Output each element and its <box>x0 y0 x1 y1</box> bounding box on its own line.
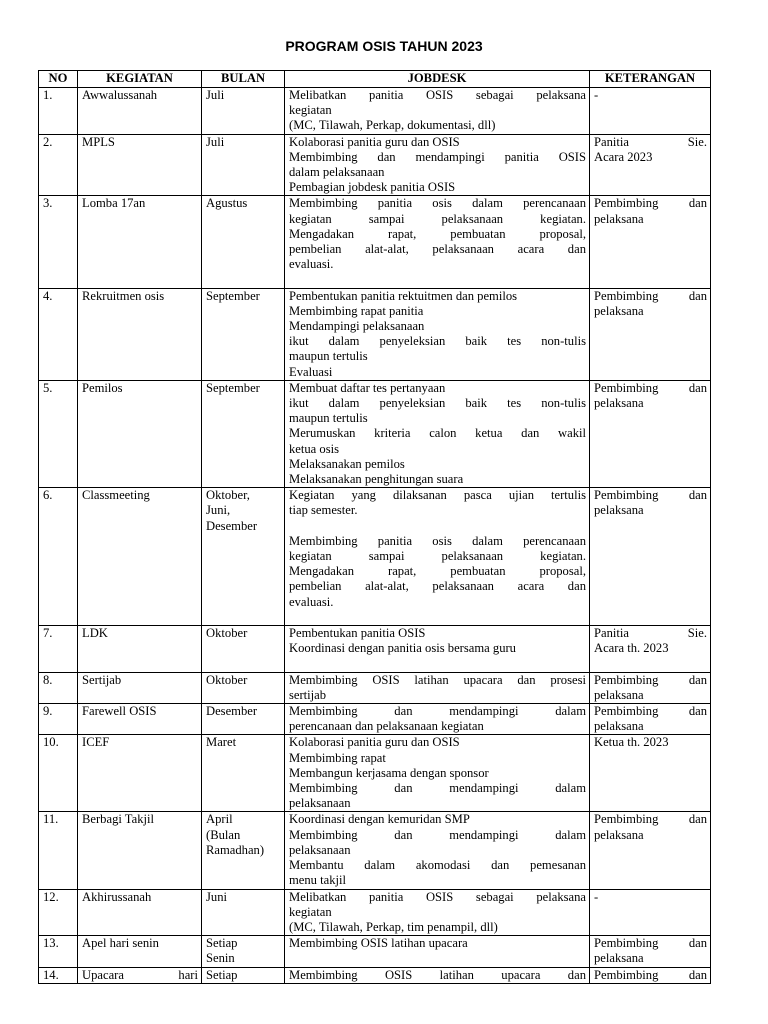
jobdesk-line: Koordinasi dengan kemuridan SMP <box>289 812 470 827</box>
keterangan-line: pelaksana <box>594 951 644 966</box>
jobdesk-line: Membantu dalam akomodasi dan pemesanan <box>289 858 586 873</box>
cell-keterangan <box>590 889 711 936</box>
jobdesk-line: kegiatan <box>289 103 332 118</box>
table-row <box>39 380 711 487</box>
cell-kegiatan <box>78 288 202 380</box>
jobdesk-line: dalam pelaksanaan <box>289 165 385 180</box>
bulan-line: Oktober, <box>206 488 250 503</box>
cell-jobdesk <box>285 704 590 735</box>
bulan-line: Desember <box>206 704 258 719</box>
cell-keterangan <box>590 196 711 288</box>
jobdesk-line: ikut dalam penyeleksian baik tes non-tulis <box>289 396 586 411</box>
table-row <box>39 704 711 735</box>
jobdesk-line: Membuat daftar tes pertanyaan <box>289 380 446 395</box>
jobdesk-line: ketua osis <box>289 441 340 456</box>
jobdesk-line: pembelian alat-alat, pelaksanaan acara dan <box>289 242 586 257</box>
table-row <box>39 672 711 703</box>
table-row <box>39 735 711 812</box>
jobdesk-line: tiap semester. <box>289 503 358 518</box>
bulan-line: Oktober <box>206 626 248 641</box>
bulan-line: Setiap <box>206 936 238 951</box>
header-jobdesk: JOBDESK <box>285 71 590 88</box>
jobdesk-line: (MC, Tilawah, Perkap, tim penampil, dll) <box>289 919 498 934</box>
jobdesk-line: Mendampingi pelaksanaan <box>289 319 425 334</box>
kegiatan-line: Apel hari senin <box>82 936 159 951</box>
cell-bulan <box>202 672 285 703</box>
cell-bulan <box>202 626 285 673</box>
jobdesk-line: Melibatkan panitia OSIS sebagai pelaksana <box>289 88 586 102</box>
cell-keterangan <box>590 967 711 983</box>
bulan-line: Agustus <box>206 196 248 211</box>
jobdesk-line: Membimbing panitia osis dalam perencanaan <box>289 196 586 211</box>
cell-bulan <box>202 288 285 380</box>
jobdesk-line: evaluasi. <box>289 594 334 609</box>
header-kegiatan: KEGIATAN <box>78 71 202 88</box>
cell-bulan <box>202 936 285 967</box>
jobdesk-line: Koordinasi dengan panitia osis bersama guru <box>289 641 516 656</box>
jobdesk-line: pelaksanaan <box>289 796 351 811</box>
jobdesk-line: Membimbing dan mendampingi panitia OSIS <box>289 149 586 164</box>
cell-jobdesk <box>285 967 590 983</box>
jobdesk-line: Membimbing dan mendampingi dalam <box>289 827 586 842</box>
bulan-line: Ramadhan) <box>206 842 265 857</box>
cell-keterangan <box>590 735 711 812</box>
cell-bulan <box>202 88 285 135</box>
kegiatan-line: LDK <box>82 626 108 641</box>
jobdesk-line: Membimbing panitia osis dalam perencanaan <box>289 533 586 548</box>
kegiatan-line: ICEF <box>82 735 110 750</box>
jobdesk-line: (MC, Tilawah, Perkap, dokumentasi, dll) <box>289 118 496 133</box>
jobdesk-line: Melaksanakan pemilos <box>289 456 405 471</box>
cell-keterangan <box>590 626 711 673</box>
keterangan-line: Pembimbing dan <box>594 672 707 687</box>
kegiatan-line: Pemilos <box>82 380 123 395</box>
cell-kegiatan <box>78 967 202 983</box>
keterangan-line: Acara 2023 <box>594 149 653 164</box>
cell-kegiatan <box>78 380 202 487</box>
jobdesk-line: menu takjil <box>289 873 347 888</box>
cell-jobdesk <box>285 889 590 936</box>
cell-jobdesk <box>285 488 590 626</box>
jobdesk-line: Membangun kerjasama dengan sponsor <box>289 765 489 780</box>
jobdesk-line: Pembentukan panitia OSIS <box>289 626 426 641</box>
table-row <box>39 196 711 288</box>
cell-keterangan <box>590 288 711 380</box>
cell-keterangan <box>590 134 711 196</box>
jobdesk-line: Mengadakan rapat, pembuatan proposal, <box>289 226 586 241</box>
bulan-line: April <box>206 812 233 827</box>
keterangan-line: Pembimbing dan <box>594 288 707 303</box>
bulan-line: September <box>206 380 260 395</box>
cell-keterangan <box>590 88 711 135</box>
cell-jobdesk <box>285 812 590 889</box>
jobdesk-line: kegiatan <box>289 904 332 919</box>
keterangan-line: Pembimbing dan <box>594 380 707 395</box>
jobdesk-line: maupun tertulis <box>289 411 368 426</box>
keterangan-line: Pembimbing dan <box>594 488 707 503</box>
cell-bulan <box>202 967 285 983</box>
header-keterangan: KETERANGAN <box>590 71 711 88</box>
jobdesk-line: Mengadakan rapat, pembuatan proposal, <box>289 564 586 579</box>
cell-bulan <box>202 196 285 288</box>
cell-jobdesk <box>285 134 590 196</box>
jobdesk-line: Membimbing OSIS latihan upacara dan <box>289 967 586 982</box>
cell-kegiatan <box>78 196 202 288</box>
bulan-line: Desember <box>206 518 258 533</box>
cell-jobdesk <box>285 88 590 135</box>
jobdesk-line: pembelian alat-alat, pelaksanaan acara dan <box>289 579 586 594</box>
jobdesk-line <box>289 656 586 671</box>
cell-kegiatan <box>78 812 202 889</box>
keterangan-line: Pembimbing dan <box>594 936 707 951</box>
jobdesk-line <box>289 519 586 534</box>
jobdesk-line: Melibatkan panitia OSIS sebagai pelaksana <box>289 889 586 904</box>
keterangan-line: Acara th. 2023 <box>594 641 669 656</box>
jobdesk-line: Membimbing dan mendampingi dalam <box>289 704 586 719</box>
jobdesk-line: sertijab <box>289 687 327 702</box>
keterangan-line: pelaksana <box>594 211 644 226</box>
keterangan-line: - <box>594 889 599 904</box>
table-row <box>39 889 711 936</box>
jobdesk-line: kegiatan sampai pelaksanaan kegiatan. <box>289 211 586 226</box>
cell-keterangan <box>590 672 711 703</box>
cell-no: 12. <box>39 889 78 936</box>
keterangan-line: Pembimbing dan <box>594 967 707 982</box>
jobdesk-line: maupun tertulis <box>289 349 368 364</box>
cell-no: 6. <box>39 488 78 626</box>
keterangan-line: pelaksana <box>594 303 644 318</box>
jobdesk-line: Pembentukan panitia rektuitmen dan pemilos <box>289 288 518 303</box>
cell-no: 2. <box>39 134 78 196</box>
table-row <box>39 88 711 135</box>
jobdesk-line: perencanaan dan pelaksanaan kegiatan <box>289 719 484 734</box>
cell-bulan <box>202 488 285 626</box>
cell-kegiatan <box>78 88 202 135</box>
cell-kegiatan <box>78 735 202 812</box>
cell-bulan <box>202 889 285 936</box>
cell-jobdesk <box>285 936 590 967</box>
keterangan-line: pelaksana <box>594 719 644 734</box>
table-row <box>39 288 711 380</box>
cell-no: 13. <box>39 936 78 967</box>
cell-no: 7. <box>39 626 78 673</box>
cell-no: 14. <box>39 967 78 983</box>
jobdesk-line: Merumuskan kriteria calon ketua dan wakil <box>289 426 586 441</box>
cell-jobdesk <box>285 672 590 703</box>
keterangan-line: Panitia Sie. <box>594 626 707 641</box>
kegiatan-line: Lomba 17an <box>82 196 146 211</box>
bulan-line: (Bulan <box>206 827 241 842</box>
keterangan-line: Pembimbing dan <box>594 812 707 827</box>
cell-no: 4. <box>39 288 78 380</box>
bulan-line: Juni, <box>206 503 231 518</box>
cell-kegiatan <box>78 704 202 735</box>
cell-kegiatan <box>78 672 202 703</box>
table-row <box>39 936 711 967</box>
cell-no: 9. <box>39 704 78 735</box>
keterangan-line: pelaksana <box>594 827 644 842</box>
kegiatan-line: Classmeeting <box>82 488 150 503</box>
kegiatan-line: MPLS <box>82 134 115 149</box>
kegiatan-line: Akhirussanah <box>82 889 152 904</box>
table-row <box>39 626 711 673</box>
jobdesk-line: Membimbing rapat <box>289 750 386 765</box>
jobdesk-line: Membimbing OSIS latihan upacara <box>289 936 468 951</box>
cell-kegiatan <box>78 134 202 196</box>
jobdesk-line: Membimbing rapat panitia <box>289 303 424 318</box>
jobdesk-line <box>289 272 586 287</box>
cell-kegiatan <box>78 488 202 626</box>
cell-bulan <box>202 812 285 889</box>
jobdesk-line: Kolaborasi panitia guru dan OSIS <box>289 134 460 149</box>
cell-bulan <box>202 134 285 196</box>
keterangan-line: Ketua th. 2023 <box>594 735 669 750</box>
kegiatan-line: Farewell OSIS <box>82 704 157 719</box>
page-title: PROGRAM OSIS TAHUN 2023 <box>285 38 483 54</box>
jobdesk-line: Membimbing OSIS latihan upacara dan prosesi <box>289 672 586 687</box>
jobdesk-line: Melaksanakan penghitungan suara <box>289 472 464 487</box>
cell-kegiatan <box>78 936 202 967</box>
cell-jobdesk <box>285 196 590 288</box>
cell-no: 11. <box>39 812 78 889</box>
jobdesk-line: Pembagian jobdesk panitia OSIS <box>289 180 456 195</box>
jobdesk-line: kegiatan sampai pelaksanaan kegiatan. <box>289 549 586 564</box>
cell-jobdesk <box>285 380 590 487</box>
jobdesk-line: Kegiatan yang dilaksanan pasca ujian tertulis <box>289 488 586 503</box>
kegiatan-line: Awwalussanah <box>82 88 158 102</box>
cell-no: 1. <box>39 88 78 135</box>
keterangan-line: pelaksana <box>594 396 644 411</box>
bulan-line: Senin <box>206 951 235 966</box>
cell-jobdesk <box>285 626 590 673</box>
keterangan-line: Panitia Sie. <box>594 134 707 149</box>
cell-no: 3. <box>39 196 78 288</box>
cell-bulan <box>202 735 285 812</box>
cell-no: 8. <box>39 672 78 703</box>
bulan-line: Juni <box>206 889 227 904</box>
cell-bulan <box>202 380 285 487</box>
kegiatan-line: Rekruitmen osis <box>82 288 165 303</box>
cell-bulan <box>202 704 285 735</box>
kegiatan-line: Upacara hari <box>82 967 198 982</box>
keterangan-line: pelaksana <box>594 503 644 518</box>
keterangan-line: pelaksana <box>594 687 644 702</box>
bulan-line: September <box>206 288 260 303</box>
header-no: NO <box>39 71 78 88</box>
bulan-line: Oktober <box>206 672 248 687</box>
cell-no: 10. <box>39 735 78 812</box>
jobdesk-line: evaluasi. <box>289 257 334 272</box>
cell-jobdesk <box>285 288 590 380</box>
cell-jobdesk <box>285 735 590 812</box>
keterangan-line: Pembimbing dan <box>594 704 707 719</box>
jobdesk-line: Evaluasi <box>289 364 333 379</box>
cell-no: 5. <box>39 380 78 487</box>
table-row <box>39 134 711 196</box>
header-bulan: BULAN <box>202 71 285 88</box>
cell-keterangan <box>590 488 711 626</box>
table-row <box>39 967 711 983</box>
program-table <box>38 70 711 984</box>
keterangan-line: Pembimbing dan <box>594 196 707 211</box>
cell-kegiatan <box>78 626 202 673</box>
table-header-row <box>39 71 711 88</box>
kegiatan-line: Sertijab <box>82 672 122 687</box>
cell-keterangan <box>590 704 711 735</box>
cell-keterangan <box>590 936 711 967</box>
bulan-line: Setiap <box>206 967 238 982</box>
keterangan-line: - <box>594 88 599 102</box>
jobdesk-line <box>289 610 586 625</box>
cell-keterangan <box>590 380 711 487</box>
table-body <box>39 88 711 984</box>
jobdesk-line: pelaksanaan <box>289 842 351 857</box>
kegiatan-line: Berbagi Takjil <box>82 812 154 827</box>
table-row <box>39 488 711 626</box>
cell-kegiatan <box>78 889 202 936</box>
table-row <box>39 812 711 889</box>
jobdesk-line: Membimbing dan mendampingi dalam <box>289 781 586 796</box>
bulan-line: Juli <box>206 88 225 102</box>
bulan-line: Maret <box>206 735 237 750</box>
jobdesk-line: ikut dalam penyeleksian baik tes non-tulis <box>289 334 586 349</box>
bulan-line: Juli <box>206 134 225 149</box>
jobdesk-line: Kolaborasi panitia guru dan OSIS <box>289 735 460 750</box>
cell-keterangan <box>590 812 711 889</box>
